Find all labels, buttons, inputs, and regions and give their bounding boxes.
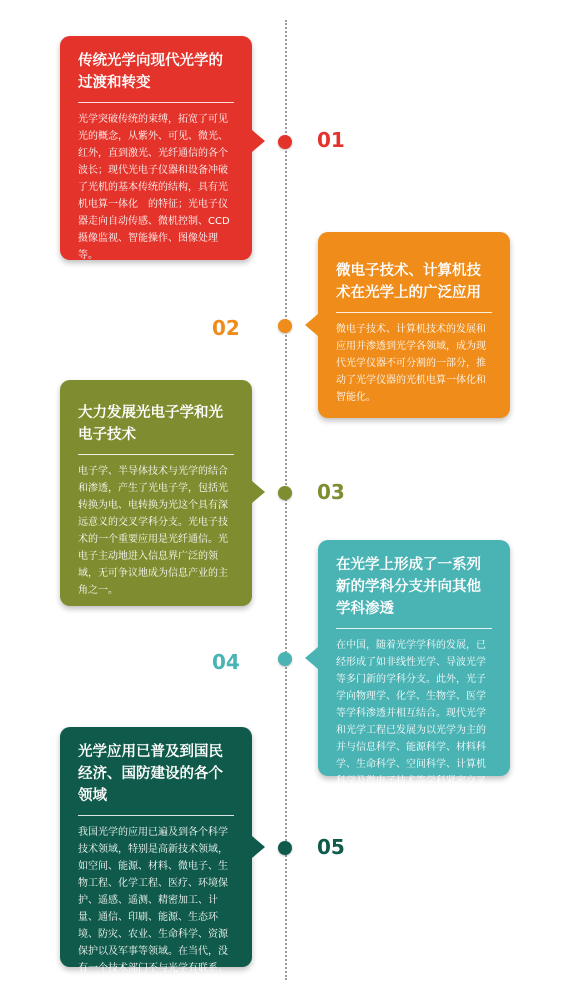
step-number-03: 03 — [317, 480, 345, 504]
timeline-node-05 — [278, 841, 292, 855]
card-pointer — [252, 130, 265, 152]
card-body: 光学突破传统的束缚，拓宽了可见光的概念，从紫外、可见、微光、红外，直到激光、光纤通信的各个波长；现代光电子仪器和设备冲破了光机的基本传统的结构，具有光机电算一体化 的特征；光电子仪器走向自动传感、微机控制、CCD摄像监视、智能操作、图像处理等。 — [78, 114, 230, 261]
timeline-node-01 — [278, 135, 292, 149]
timeline-node-04 — [278, 652, 292, 666]
card-divider — [78, 815, 234, 816]
card-body: 我国光学的应用已遍及到各个科学技术领域，特别是高新技术领域，如空间、能源、材料、微电子、生物工程、化学工程、医疗、环境保护、遥感、遥测、精密加工、计量、通信、印刷、能源、生态环境、防灾、农业、生命科学、资源保护以及军事等领域。在当代，没有一个技术部门不与光学有联系。光学与人民生活息息相关 — [78, 827, 228, 991]
timeline-card-05 — [60, 727, 252, 991]
card-pointer — [305, 647, 318, 669]
timeline-card-03 — [60, 380, 252, 606]
timeline-card-04 — [318, 540, 510, 804]
card-title: 传统光学向现代光学的过渡和转变 — [78, 53, 223, 91]
step-number-04: 04 — [212, 650, 240, 674]
step-number-01: 01 — [317, 128, 345, 152]
card-body: 电子学、半导体技术与光学的结合和渗透，产生了光电子学，包括光转换为电、电转换为光这个具有深远意义的交叉学科分支。光电子技术的一个重要应用是光纤通信。光电子主动地进入信息界广泛的领域，无可争议地成为信息产业的主角之一。 — [78, 466, 228, 596]
card-divider — [78, 454, 234, 455]
card-divider — [336, 312, 492, 313]
card-body: 微电子技术、计算机技术的发展和应用并渗透到光学各领域，成为现代光学仪器不可分割的一部分，推动了光学仪器的光机电算一体化和智能化。 — [336, 324, 486, 403]
timeline-card-02 — [318, 232, 510, 418]
card-title: 在光学上形成了一系列新的学科分支并向其他学科渗透 — [336, 557, 481, 617]
timeline-axis — [285, 20, 287, 980]
timeline-node-02 — [278, 319, 292, 333]
card-divider — [78, 102, 234, 103]
card-body: 在中国，随着光学学科的发展，已经形成了如非线性光学、导波光学等多门新的学科分支。此外，光子学向物理学、化学、生物学、医学等学科渗透并相互结合。现代光学和光学工程已发展为以光学为主的并与信息科学、能源科学、材料科学、生命科学、空间科学、计算机科学及微电子技术等学科紧密交叉和相互渗透的学科。 — [336, 640, 486, 804]
timeline-card-01 — [60, 36, 252, 260]
card-pointer — [305, 314, 318, 336]
step-number-05: 05 — [317, 835, 345, 859]
card-divider — [336, 628, 492, 629]
step-number-02: 02 — [212, 316, 240, 340]
card-pointer — [252, 836, 265, 858]
card-title: 微电子技术、计算机技术在光学上的广泛应用 — [336, 263, 481, 301]
card-title: 光学应用已普及到国民经济、国防建设的各个领域 — [78, 744, 223, 804]
card-title: 大力发展光电子学和光电子技术 — [78, 405, 223, 443]
timeline-node-03 — [278, 486, 292, 500]
card-pointer — [252, 481, 265, 503]
